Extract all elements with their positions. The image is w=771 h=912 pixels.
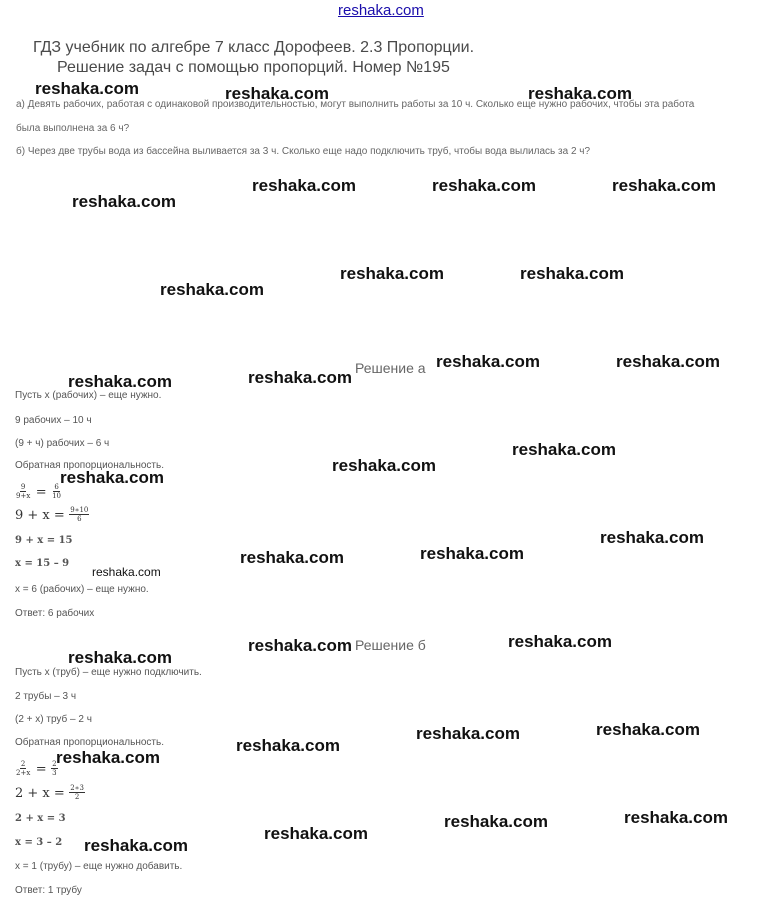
- solution-b-line1: 2 трубы – 3 ч: [15, 691, 77, 702]
- watermark: reshaka.com: [416, 724, 520, 743]
- solution-a-heading: Решение а: [355, 360, 426, 376]
- site-link[interactable]: reshaka.com: [338, 2, 424, 19]
- fraction-denominator: 2+x: [16, 769, 31, 778]
- watermark: reshaka.com: [508, 632, 612, 651]
- watermark: reshaka.com: [432, 176, 536, 195]
- watermark: reshaka.com: [72, 192, 176, 211]
- watermark: reshaka.com: [444, 812, 548, 831]
- fraction-numerator: 9: [20, 483, 26, 492]
- equals-sign: =: [35, 762, 47, 777]
- task-a-line2: была выполнена за 6 ч?: [16, 123, 130, 134]
- watermark: reshaka.com: [236, 736, 340, 755]
- watermark-small: reshaka.com: [92, 565, 161, 579]
- solution-b-line3: Обратная пропорциональность.: [15, 737, 164, 748]
- fraction-denominator: 6: [77, 515, 82, 524]
- solution-a-line3: Обратная пропорциональность.: [15, 460, 164, 471]
- fraction-denominator: 9+x: [16, 492, 31, 501]
- fraction-numerator: 2∗3: [70, 784, 84, 793]
- watermark: reshaka.com: [340, 264, 444, 283]
- fraction-denominator: 10: [52, 492, 62, 501]
- solution-b-line4: 2 + x = 3: [15, 813, 66, 824]
- watermark: reshaka.com: [420, 544, 524, 563]
- solution-b-answer: Ответ: 1 трубу: [15, 885, 82, 896]
- watermark: reshaka.com: [264, 824, 368, 843]
- solution-a-answer: Ответ: 6 рабочих: [15, 608, 95, 619]
- fraction-numerator: 2: [52, 760, 57, 769]
- watermark: reshaka.com: [520, 264, 624, 283]
- watermark: reshaka.com: [68, 372, 172, 391]
- equals-sign: =: [35, 485, 47, 500]
- watermark: reshaka.com: [84, 836, 188, 855]
- watermark: reshaka.com: [225, 84, 329, 103]
- watermark: reshaka.com: [56, 748, 160, 767]
- solution-a-line2: (9 + ч) рабочих – 6 ч: [15, 438, 110, 449]
- watermark: reshaka.com: [528, 84, 632, 103]
- watermark: reshaka.com: [332, 456, 436, 475]
- equation-left: 2 + x =: [15, 786, 65, 801]
- task-a-line1: а) Девять рабочих, работая с одинаковой производительностью, могут выполнить работы за 10 ч. Сколько еще нужно рабочих, чтобы эта работа: [16, 99, 695, 110]
- fraction-denominator: 3: [52, 769, 57, 778]
- watermark: reshaka.com: [600, 528, 704, 547]
- solution-a-line6: x = 6 (рабочих) – еще нужно.: [15, 584, 149, 595]
- equation-left: 9 + x =: [15, 508, 65, 523]
- solution-b-line2: (2 + x) труб – 2 ч: [15, 714, 92, 725]
- fraction-numerator: 2: [20, 760, 26, 769]
- solution-a-step2: [15, 506, 89, 524]
- solution-b-heading: Решение б: [355, 637, 426, 653]
- task-b-line1: б) Через две трубы вода из бассейна выливается за 3 ч. Сколько еще надо подключить труб, чтобы вода вылилась за 2 ч?: [16, 146, 591, 157]
- solution-a-proportion: [15, 483, 62, 501]
- watermark: reshaka.com: [512, 440, 616, 459]
- solution-a-let: Пусть x (рабочих) – еще нужно.: [15, 390, 162, 401]
- solution-b-line5: x = 3 – 2: [15, 837, 63, 848]
- watermark: reshaka.com: [35, 79, 139, 98]
- watermark: reshaka.com: [624, 808, 728, 827]
- watermark: reshaka.com: [612, 176, 716, 195]
- solution-b-step2: [15, 784, 85, 802]
- fraction-denominator: 2: [74, 793, 80, 802]
- watermark: reshaka.com: [160, 280, 264, 299]
- solution-a-line5: x = 15 – 9: [15, 558, 70, 569]
- solution-b-line6: x = 1 (трубу) – еще нужно добавить.: [15, 861, 183, 872]
- page-title-line1: ГДЗ учебник по алгебре 7 класс Дорофеев. 2.3 Пропорции.: [33, 39, 475, 56]
- watermark: reshaka.com: [248, 368, 352, 387]
- watermark: reshaka.com: [252, 176, 356, 195]
- watermark: reshaka.com: [616, 352, 720, 371]
- watermark: reshaka.com: [248, 636, 352, 655]
- solution-a-line1: 9 рабочих – 10 ч: [15, 415, 92, 426]
- solution-b-let: Пусть x (труб) – еще нужно подключить.: [15, 667, 202, 678]
- watermark: reshaka.com: [240, 548, 344, 567]
- watermark: reshaka.com: [596, 720, 700, 739]
- solution-b-proportion: [15, 760, 58, 778]
- watermark: reshaka.com: [436, 352, 540, 371]
- fraction-numerator: 6: [54, 483, 59, 492]
- fraction-numerator: 9∗10: [70, 506, 89, 515]
- watermark: reshaka.com: [60, 468, 164, 487]
- page-title-line2: Решение задач с помощью пропорций. Номер №195: [57, 59, 450, 76]
- solution-a-line4: 9 + x = 15: [15, 535, 73, 546]
- watermark: reshaka.com: [68, 648, 172, 667]
